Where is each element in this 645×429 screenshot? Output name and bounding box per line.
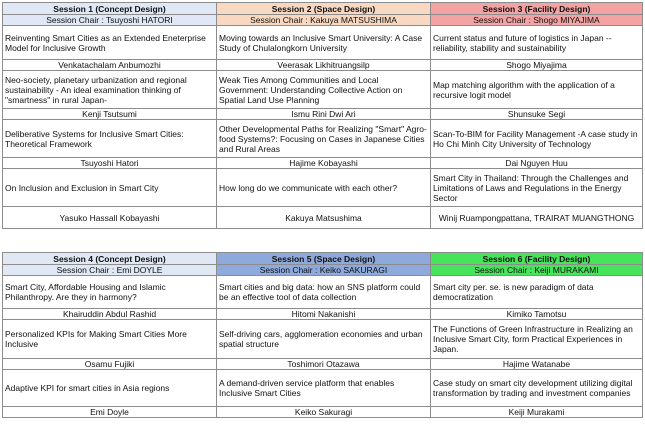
author-name: Kakuya Matsushima bbox=[217, 207, 431, 229]
paper-title: A demand-driven service platform that enables Inclusive Smart Cities bbox=[217, 370, 431, 407]
session-2-chair: Session Chair : Kakuya MATSUSHIMA bbox=[217, 15, 431, 26]
session-6-title: Session 6 (Facility Design) bbox=[431, 253, 643, 265]
author-row bbox=[3, 359, 643, 370]
author-row bbox=[3, 158, 643, 169]
session-1-chair: Session Chair : Tsuyoshi HATORI bbox=[3, 15, 217, 26]
paper-title: Smart cities and big data: how an SNS platform could be an effective tool of data collection bbox=[217, 276, 431, 309]
author-name: Hajime Watanabe bbox=[431, 359, 643, 370]
session-4-chair: Session Chair : Emi DOYLE bbox=[3, 265, 217, 276]
paper-title: Other Developmental Paths for Realizing "Smart" Agro-food Systems?: Focusing on Cases in Japanese Cities and Rural Areas bbox=[217, 120, 431, 158]
paper-title: Moving towards an Inclusive Smart University: A Case Study of Chulalongkorn University bbox=[217, 26, 431, 60]
author-name: Keiji Murakami bbox=[431, 407, 643, 418]
paper-title: How long do we communicate with each other? bbox=[217, 169, 431, 207]
session-5-title: Session 5 (Space Design) bbox=[217, 253, 431, 265]
author-name: Venkatachalam Anbumozhi bbox=[3, 60, 217, 71]
paper-row bbox=[3, 169, 643, 207]
session-chair-row bbox=[3, 265, 643, 276]
paper-row bbox=[3, 26, 643, 60]
session-6-chair: Session Chair : Keiji MURAKAMI bbox=[431, 265, 643, 276]
paper-title: Adaptive KPI for smart cities in Asia regions bbox=[3, 370, 217, 407]
author-name: Tsuyoshi Hatori bbox=[3, 158, 217, 169]
session-3-chair: Session Chair : Shogo MIYAJIMA bbox=[431, 15, 643, 26]
paper-title: Smart City, Affordable Housing and Islamic Philanthropy. Are they in harmony? bbox=[3, 276, 217, 309]
paper-title: Deliberative Systems for Inclusive Smart Cities: Theoretical Framework bbox=[3, 120, 217, 158]
paper-row bbox=[3, 120, 643, 158]
paper-title: Smart City in Thailand: Through the Challenges and Limitations of Laws and Regulations in the Energy Sector bbox=[431, 169, 643, 207]
author-name: Osamu Fujiki bbox=[3, 359, 217, 370]
author-name: Emi Doyle bbox=[3, 407, 217, 418]
author-name: Ismu Rini Dwi Ari bbox=[217, 109, 431, 120]
schedule-table-sessions-1-3 bbox=[2, 2, 643, 229]
paper-title: Case study on smart city development utilizing digital transformation by trading and investment companies bbox=[431, 370, 643, 407]
author-name: Hitomi Nakanishi bbox=[217, 309, 431, 320]
paper-title: Reinventing Smart Cities as an Extended Eneterprise Model for Inclusive Growth bbox=[3, 26, 217, 60]
author-name: Khairuddin Abdul Rashid bbox=[3, 309, 217, 320]
paper-title: Smart city per. se. is new paradigm of data democratization bbox=[431, 276, 643, 309]
author-name: Winij Ruampongpattana, TRAIRAT MUANGTHONG bbox=[431, 207, 643, 229]
author-name: Kimiko Tamotsu bbox=[431, 309, 643, 320]
session-header-row bbox=[3, 3, 643, 15]
paper-title: Current status and future of logistics in Japan -- reliability, stability and sustainability bbox=[431, 26, 643, 60]
paper-title: Map matching algorithm with the application of a recursive logit model bbox=[431, 71, 643, 109]
paper-row bbox=[3, 276, 643, 309]
paper-row bbox=[3, 320, 643, 359]
author-name: Shogo Miyajima bbox=[431, 60, 643, 71]
session-4-title: Session 4 (Concept Design) bbox=[3, 253, 217, 265]
author-row bbox=[3, 407, 643, 418]
author-name: Shunsuke Segi bbox=[431, 109, 643, 120]
paper-title: The Functions of Green Infrastructure in Realizing an Inclusive Smart City, form Practical Experiences in Japan. bbox=[431, 320, 643, 359]
author-name: Toshimori Otazawa bbox=[217, 359, 431, 370]
author-name: Dai Nguyen Huu bbox=[431, 158, 643, 169]
paper-row bbox=[3, 71, 643, 109]
paper-title: Weak Ties Among Communities and Local Government: Understanding Collective Action on Spatial Land Use Planning bbox=[217, 71, 431, 109]
session-2-title: Session 2 (Space Design) bbox=[217, 3, 431, 15]
author-name: Hajime Kobayashi bbox=[217, 158, 431, 169]
session-5-chair: Session Chair : Keiko SAKURAGI bbox=[217, 265, 431, 276]
paper-title: Scan-To-BIM for Facility Management -A case study in Ho Chi Minh City University of Technology bbox=[431, 120, 643, 158]
schedule-table-sessions-4-6 bbox=[2, 252, 643, 418]
session-1-title: Session 1 (Concept Design) bbox=[3, 3, 217, 15]
author-name: Veerasak Likhitruangsilp bbox=[217, 60, 431, 71]
paper-title: On Inclusion and Exclusion in Smart City bbox=[3, 169, 217, 207]
author-name: Yasuko Hassall Kobayashi bbox=[3, 207, 217, 229]
paper-title: Self-driving cars, agglomeration economies and urban spatial structure bbox=[217, 320, 431, 359]
author-row bbox=[3, 309, 643, 320]
paper-row bbox=[3, 370, 643, 407]
paper-title: Personalized KPIs for Making Smart Cities More Inclusive bbox=[3, 320, 217, 359]
session-header-row bbox=[3, 253, 643, 265]
author-row bbox=[3, 60, 643, 71]
author-row bbox=[3, 207, 643, 229]
author-row bbox=[3, 109, 643, 120]
author-name: Keiko Sakuragi bbox=[217, 407, 431, 418]
paper-title: Neo-society, planetary urbanization and regional sustainability - An ideal examination thinking of "smartness" in rural Japan- bbox=[3, 71, 217, 109]
session-3-title: Session 3 (Facility Design) bbox=[431, 3, 643, 15]
session-chair-row bbox=[3, 15, 643, 26]
author-name: Kenji Tsutsumi bbox=[3, 109, 217, 120]
